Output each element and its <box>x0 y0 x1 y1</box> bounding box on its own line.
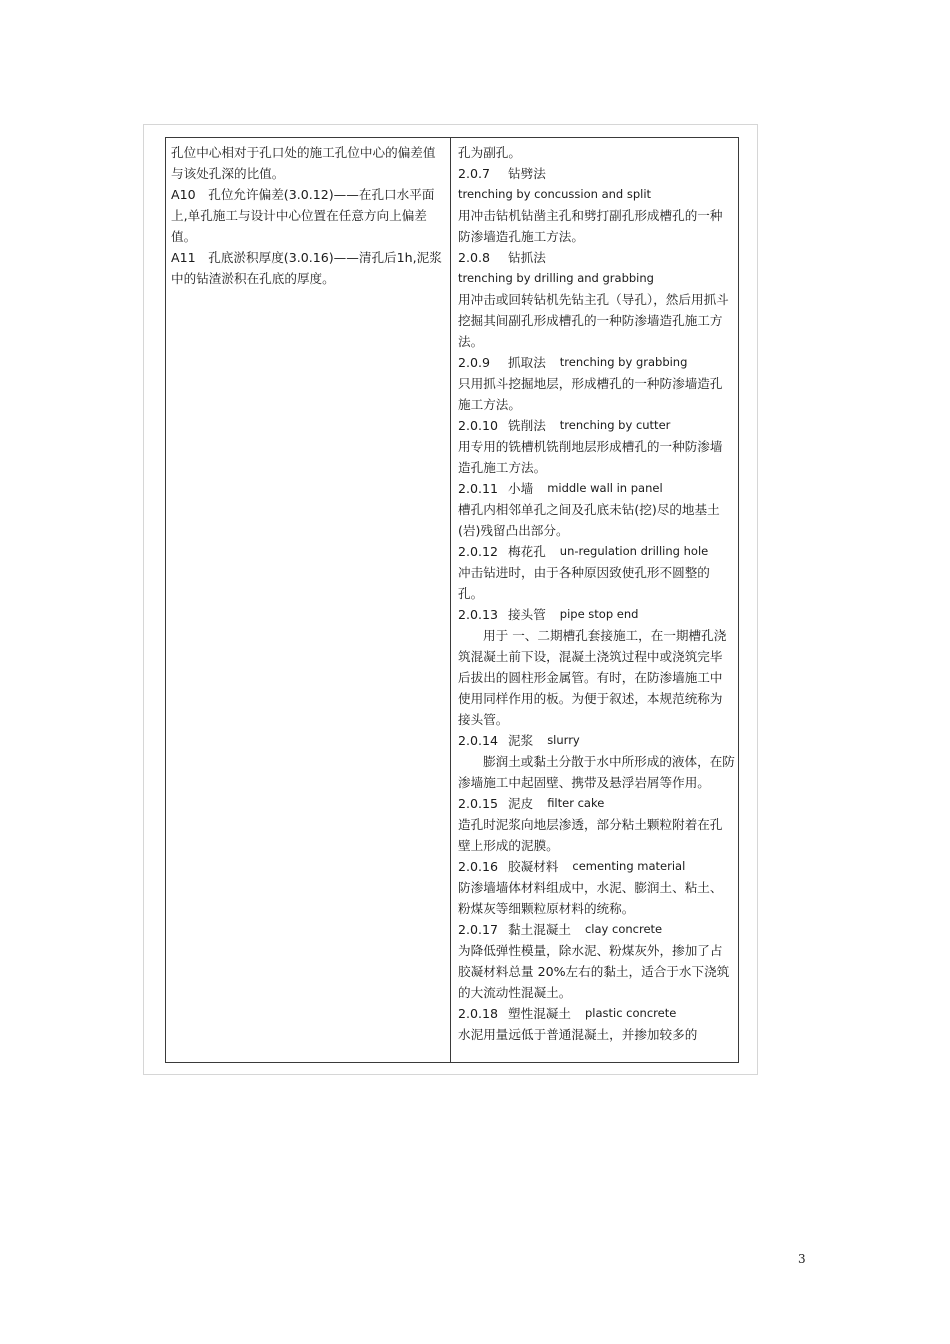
term-chinese: 接头管 <box>508 607 546 622</box>
term-number: 2.0.12 <box>458 544 499 559</box>
left-paragraph: A11 孔底淤积厚度(3.0.16)——清孔后1h,泥浆中的钻渣淤积在孔底的厚度。 <box>171 250 442 286</box>
term-english: pipe stop end <box>559 607 639 621</box>
left-column <box>166 138 451 1062</box>
term-chinese: 胶凝材料 <box>508 859 559 874</box>
term-chinese: 钻抓法 <box>508 250 546 265</box>
term-heading <box>458 793 735 814</box>
term-heading <box>458 604 735 625</box>
term-chinese: 塑性混凝土 <box>508 1006 571 1021</box>
term-chinese: 泥浆 <box>508 733 534 748</box>
term-definition: 用专用的铣槽机铣削地层形成槽孔的一种防渗墙造孔施工方法。 <box>458 439 723 475</box>
term-heading <box>458 352 735 373</box>
term-number: 2.0.9 <box>458 355 491 370</box>
left-paragraph: 孔位中心相对于孔口处的施工孔位中心的偏差值与该处孔深的比值。 <box>171 145 436 181</box>
glossary-table <box>165 137 739 1063</box>
term-definition: 只用抓斗挖掘地层，形成槽孔的一种防渗墙造孔施工方法。 <box>458 376 723 412</box>
term-chinese: 梅花孔 <box>508 544 546 559</box>
term-english: trenching by grabbing <box>559 355 688 369</box>
term-number: 2.0.7 <box>458 166 491 181</box>
term-definition: 用冲击或回转钻机先钻主孔（导孔），然后用抓斗挖掘其间副孔形成槽孔的一种防渗墙造孔施工方法。 <box>458 292 729 349</box>
term-number: 2.0.10 <box>458 418 499 433</box>
term-english: cementing material <box>572 859 686 873</box>
term-definition: 用于 一、二期槽孔套接施工，在一期槽孔浇筑混凝土前下设，混凝土浇筑过程中或浇筑完毕后拔出的圆柱形金属管。有时，在防渗墙施工中使用同样作用的板。为便于叙述，本规范统称为接头管。 <box>458 628 727 727</box>
term-number: 2.0.18 <box>458 1006 499 1021</box>
term-number: 2.0.13 <box>458 607 499 622</box>
term-english: trenching by concussion and split <box>458 187 652 201</box>
term-english: trenching by drilling and grabbing <box>458 271 654 285</box>
term-heading <box>458 163 735 205</box>
term-number: 2.0.14 <box>458 733 499 748</box>
term-english: clay concrete <box>584 922 663 936</box>
term-definition: 冲击钻进时，由于各种原因致使孔形不圆整的孔。 <box>458 565 710 601</box>
term-english: slurry <box>547 733 580 747</box>
term-definition: 用冲击钻机钻凿主孔和劈打副孔形成槽孔的一种防渗墙造孔施工方法。 <box>458 208 723 244</box>
term-definition: 防渗墙墙体材料组成中，水泥、膨润土、粘土、粉煤灰等细颗粒原材料的统称。 <box>458 880 723 916</box>
term-english: filter cake <box>547 796 605 810</box>
term-heading <box>458 541 735 562</box>
term-chinese: 小墙 <box>508 481 534 496</box>
term-chinese: 黏土混凝土 <box>508 922 571 937</box>
term-heading <box>458 478 735 499</box>
term-chinese: 铣削法 <box>508 418 546 433</box>
term-english: middle wall in panel <box>547 481 663 495</box>
term-english: un-regulation drilling hole <box>559 544 709 558</box>
term-chinese: 钻劈法 <box>508 166 546 181</box>
term-heading <box>458 247 735 289</box>
term-definition: 膨润土或黏土分散于水中所形成的液体，在防渗墙施工中起固壁、携带及悬浮岩屑等作用。 <box>458 754 735 790</box>
term-english: plastic concrete <box>584 1006 677 1020</box>
term-number: 2.0.8 <box>458 250 491 265</box>
term-chinese: 抓取法 <box>508 355 546 370</box>
term-heading <box>458 415 735 436</box>
left-paragraph: A10 孔位允许偏差(3.0.12)——在孔口水平面上,单孔施工与设计中心位置在任意方向上偏差值。 <box>171 187 435 244</box>
term-heading <box>458 730 735 751</box>
term-number: 2.0.17 <box>458 922 499 937</box>
term-definition: 水泥用量远低于普通混凝土，并掺加较多的 <box>458 1027 698 1042</box>
page-number: 3 <box>798 1252 806 1266</box>
term-number: 2.0.16 <box>458 859 499 874</box>
term-definition: 造孔时泥浆向地层渗透，部分粘土颗粒附着在孔壁上形成的泥膜。 <box>458 817 723 853</box>
term-definition: 为降低弹性模量，除水泥、粉煤灰外，掺加了占胶凝材料总量 20%左右的黏土，适合于水下浇筑的大流动性混凝土。 <box>458 943 730 1000</box>
term-number: 2.0.11 <box>458 481 499 496</box>
term-definition: 槽孔内相邻单孔之间及孔底未钻(挖)尽的地基土(岩)残留凸出部分。 <box>458 502 720 538</box>
term-heading <box>458 856 735 877</box>
term-english: trenching by cutter <box>559 418 671 432</box>
term-heading <box>458 1003 735 1024</box>
term-number: 2.0.15 <box>458 796 499 811</box>
right-intro: 孔为副孔。 <box>458 145 521 160</box>
right-column <box>451 138 738 1062</box>
term-chinese: 泥皮 <box>508 796 534 811</box>
term-heading <box>458 919 735 940</box>
